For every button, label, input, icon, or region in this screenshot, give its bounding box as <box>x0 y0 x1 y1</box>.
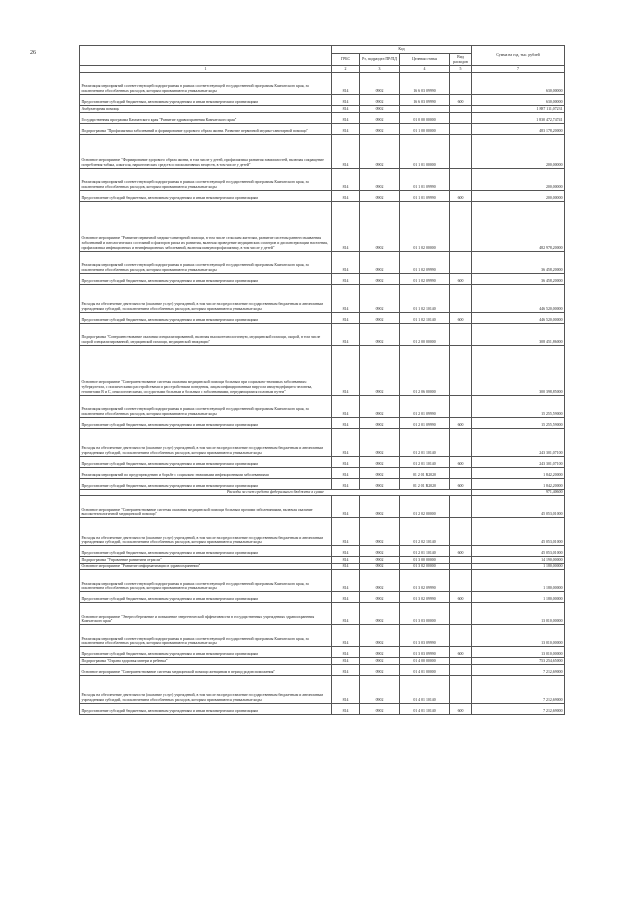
row-target: 01 4 00 00000 <box>400 658 450 665</box>
row-vr: 600 <box>450 592 472 603</box>
row-name: Расходы на обеспечение деятельности (оказание услуг) учреждений, в том числе на предоставление государственным бюджетным и автономным учреждениям субсидий, за исключением обособленных расходов, которым присваиваются уникальные коды <box>80 675 332 703</box>
row-section: 0902 <box>360 345 400 395</box>
row-name: Реализация мероприятий по предупреждению и борьбе с социально значимыми инфекционными заболеваниями <box>80 467 332 478</box>
row-name: Предоставление субсидий бюджетным, автономным учреждениям и иным некоммерческим организациям <box>80 312 332 323</box>
row-amount: 45 053,01000 <box>472 518 565 546</box>
header-code-group: Код <box>332 46 472 54</box>
row-amount: 971,40600 <box>472 489 565 496</box>
row-name: Подпрограмма "Управление развитием отрасли" <box>80 557 332 564</box>
row-vr <box>450 664 472 675</box>
table-row <box>80 489 565 496</box>
row-target: 01 1 02 09990 <box>400 273 450 284</box>
row-section: 0902 <box>360 478 400 489</box>
table-row <box>80 592 565 603</box>
row-amount: 630,00000 <box>472 73 565 95</box>
row-vr <box>450 563 472 570</box>
table-row <box>80 95 565 106</box>
table-row <box>80 201 565 251</box>
row-name: Подпрограмма "Совершенствование оказания специализированной, включая высокотехнологичную, медицинской помощи, скорой, в том числе скорой специализированной, медицинской помощи, медицинской эвакуации" <box>80 323 332 345</box>
row-target: 01 3 02 00000 <box>400 563 450 570</box>
row-vr <box>450 134 472 168</box>
table-row <box>80 467 565 478</box>
row-amount: 446 520,00000 <box>472 312 565 323</box>
row-section: 0902 <box>360 95 400 106</box>
table-row <box>80 518 565 546</box>
row-target: 01 2 02 00000 <box>400 496 450 518</box>
row-amount: 1 830 472,74741 <box>472 112 565 123</box>
row-vr <box>450 201 472 251</box>
row-vr: 600 <box>450 273 472 284</box>
row-name: Предоставление субсидий бюджетным, автономным учреждениям и иным некоммерческим организациям <box>80 190 332 201</box>
col-num: 4 <box>400 66 450 73</box>
row-target: 01 1 01 09990 <box>400 168 450 190</box>
row-name: Основное мероприятие "Совершенствование системы медицинской помощи женщинам в период родовспоможения" <box>80 664 332 675</box>
row-vr <box>450 123 472 134</box>
row-name: Основное мероприятие "Совершенствование системы оказания медицинской помощи больным при социально-значимых заболеваниях: туберкулезом, с психическими расстройствами и расстройствами поведения, лицам инфицированным вирусом иммунодефицита человека, гепатитами В и С, онкологическими, сосудистыми больным и больным с заболеваниями, передающимися половым путем" <box>80 345 332 395</box>
row-grbs: 814 <box>332 467 360 478</box>
row-name: Основное мероприятие "Энергосбережение и повышение энергетической эффективности в государственных учреждениях здравоохранения Камчатского края" <box>80 603 332 625</box>
row-target: 01 1 00 00000 <box>400 123 450 134</box>
row-grbs: 814 <box>332 557 360 564</box>
row-target: 01 1 02 10140 <box>400 284 450 312</box>
table-row <box>80 557 565 564</box>
row-amount: 13 010,00000 <box>472 603 565 625</box>
table-row <box>80 273 565 284</box>
table-row <box>80 664 565 675</box>
table-row <box>80 112 565 123</box>
row-name: Амбулаторная помощь <box>80 106 332 113</box>
row-vr <box>450 73 472 95</box>
row-grbs: 814 <box>332 251 360 273</box>
row-target: 01 1 02 10140 <box>400 312 450 323</box>
row-section: 0902 <box>360 201 400 251</box>
row-section: 0902 <box>360 546 400 557</box>
budget-table-body <box>80 46 565 715</box>
row-target: 01 1 01 00000 <box>400 134 450 168</box>
row-grbs: 814 <box>332 518 360 546</box>
row-section: 0902 <box>360 190 400 201</box>
row-name: Основное мероприятие "Развитие первичной медико-санитарной помощи, в том числе сельским жителям, развитие системы раннего выявления заболеваний и патологических состояний и факторов риска их развития, включая проведение медицинских осмотров и диспансеризации населения, профилактика инфекционных и неинфекционных заболеваний, включая иммунопрофилактику, в том числе у детей" <box>80 201 332 251</box>
row-target <box>400 106 450 113</box>
row-section: 0902 <box>360 312 400 323</box>
row-vr <box>450 395 472 417</box>
row-section: 0902 <box>360 284 400 312</box>
row-grbs: 814 <box>332 73 360 95</box>
row-section: 0902 <box>360 273 400 284</box>
row-target: 01 1 02 09990 <box>400 251 450 273</box>
row-vr <box>450 518 472 546</box>
row-name: Государственная программа Камчатского края "Развитие здравоохранения Камчатского края" <box>80 112 332 123</box>
table-row <box>80 675 565 703</box>
row-grbs: 814 <box>332 625 360 647</box>
row-grbs: 814 <box>332 675 360 703</box>
row-target: 01 1 02 00000 <box>400 201 450 251</box>
row-target: 01 3 03 09990 <box>400 625 450 647</box>
row-vr <box>450 284 472 312</box>
table-row <box>80 428 565 456</box>
row-section: 0902 <box>360 570 400 592</box>
row-vr <box>450 496 472 518</box>
row-vr <box>450 251 472 273</box>
row-target: 01 2 01 R2020 <box>400 467 450 478</box>
table-row <box>80 106 565 113</box>
row-vr <box>450 106 472 113</box>
row-vr: 600 <box>450 95 472 106</box>
col-num: 3 <box>360 66 400 73</box>
row-vr: 600 <box>450 703 472 714</box>
row-name: Реализация мероприятий соответствующей подпрограммы в рамках соответствующей государственной программы Камчатского края, за исключением обособленных расходов, которым присваиваются уникальные коды <box>80 73 332 95</box>
row-name: Реализация мероприятий соответствующей подпрограммы в рамках соответствующей государственной программы Камчатского края, за исключением обособленных расходов, которым присваиваются уникальные коды <box>80 625 332 647</box>
row-amount: 7 212,69000 <box>472 675 565 703</box>
row-name: Предоставление субсидий бюджетным, автономным учреждениям и иным некоммерческим организациям <box>80 647 332 658</box>
row-vr <box>450 603 472 625</box>
table-row <box>80 251 565 273</box>
row-target: 01 3 02 09990 <box>400 570 450 592</box>
row-grbs: 814 <box>332 546 360 557</box>
row-grbs: 814 <box>332 478 360 489</box>
row-vr <box>450 675 472 703</box>
header-target: Целевая статья <box>400 54 450 66</box>
row-vr: 600 <box>450 190 472 201</box>
row-target: 01 3 00 00000 <box>400 557 450 564</box>
row-name: Предоставление субсидий бюджетным, автономным учреждениям и иным некоммерческим организациям <box>80 273 332 284</box>
row-section: 0902 <box>360 123 400 134</box>
row-amount: 7 212,69000 <box>472 703 565 714</box>
header-name <box>80 46 332 66</box>
row-amount: 1 180,00000 <box>472 570 565 592</box>
row-vr <box>450 625 472 647</box>
row-name: Предоставление субсидий бюджетным, автономным учреждениям и иным некоммерческим организациям <box>80 703 332 714</box>
row-section: 0902 <box>360 251 400 273</box>
row-name: Подпрограмма "Охрана здоровья матери и ребенка" <box>80 658 332 665</box>
row-amount: 36 458,20000 <box>472 273 565 284</box>
table-row <box>80 345 565 395</box>
row-name: Реализация мероприятий соответствующей подпрограммы в рамках соответствующей государственной программы Камчатского края, за исключением обособленных расходов, которым присваиваются уникальные коды <box>80 395 332 417</box>
table-row <box>80 417 565 428</box>
row-amount: 483 178,20000 <box>472 123 565 134</box>
row-amount: 308 451,86000 <box>472 323 565 345</box>
header-amount: Сумма на год, тыс. рублей <box>472 46 565 66</box>
row-name: Предоставление субсидий бюджетным, автономным учреждениям и иным некоммерческим организациям <box>80 95 332 106</box>
row-grbs: 814 <box>332 112 360 123</box>
row-section: 0902 <box>360 703 400 714</box>
table-row <box>80 312 565 323</box>
row-amount: 300 398,85000 <box>472 345 565 395</box>
table-row <box>80 546 565 557</box>
row-target: 01 3 03 09990 <box>400 647 450 658</box>
row-target: 01 2 01 09990 <box>400 417 450 428</box>
row-grbs: 814 <box>332 570 360 592</box>
row-amount: 630,00000 <box>472 95 565 106</box>
row-target: 16 6 03 09990 <box>400 95 450 106</box>
row-amount: 1 180,00000 <box>472 563 565 570</box>
row-name: Основное мероприятие "Формирование здорового образа жизни, в том числе у детей, профилактика развития зависимостей, включая сокращение потребления табака, алкоголя, наркотических средств и психоактивных веществ, в том числе у детей" <box>80 134 332 168</box>
row-vr: 600 <box>450 456 472 467</box>
col-num: 5 <box>450 66 472 73</box>
row-vr: 600 <box>450 417 472 428</box>
row-grbs: 814 <box>332 273 360 284</box>
row-section: 0902 <box>360 467 400 478</box>
row-section: 0902 <box>360 563 400 570</box>
row-section: 0902 <box>360 592 400 603</box>
header-grbs: ГРБС <box>332 54 360 66</box>
row-amount: 482 978,20000 <box>472 201 565 251</box>
row-grbs: 814 <box>332 168 360 190</box>
row-vr: 600 <box>450 546 472 557</box>
row-vr <box>450 168 472 190</box>
page-number: 26 <box>30 50 36 56</box>
row-grbs: 814 <box>332 664 360 675</box>
table-row <box>80 563 565 570</box>
row-name: Основное мероприятие "Совершенствование системы оказания медицинской помощи больным прочими заболеваниями, включая оказание высокотехнологичной медицинской помощи" <box>80 496 332 518</box>
row-grbs: 814 <box>332 563 360 570</box>
row-target: 01 2 00 00000 <box>400 323 450 345</box>
row-vr: 600 <box>450 312 472 323</box>
row-grbs: 814 <box>332 323 360 345</box>
budget-table <box>79 45 565 715</box>
row-amount: 1 842,20000 <box>472 478 565 489</box>
table-row <box>80 496 565 518</box>
row-target: 01 2 01 10140 <box>400 546 450 557</box>
row-amount: 753 254,65000 <box>472 658 565 665</box>
table-row <box>80 658 565 665</box>
row-section: 0902 <box>360 625 400 647</box>
row-amount: 36 458,20000 <box>472 251 565 273</box>
column-number-row <box>80 66 565 73</box>
row-vr <box>450 557 472 564</box>
table-row <box>80 123 565 134</box>
row-amount: 45 053,01000 <box>472 496 565 518</box>
row-amount: 45 053,01000 <box>472 546 565 557</box>
row-grbs: 814 <box>332 190 360 201</box>
row-section: 0902 <box>360 557 400 564</box>
row-amount: 200,00000 <box>472 168 565 190</box>
row-vr <box>450 570 472 592</box>
row-section: 0902 <box>360 395 400 417</box>
row-target: 16 6 03 09990 <box>400 73 450 95</box>
row-section: 0902 <box>360 518 400 546</box>
row-target: 01 4 01 10140 <box>400 703 450 714</box>
row-amount: 15 255,59000 <box>472 395 565 417</box>
row-amount: 200,00000 <box>472 134 565 168</box>
row-target: 01 3 02 09990 <box>400 592 450 603</box>
row-grbs: 814 <box>332 201 360 251</box>
row-amount: 14 190,00000 <box>472 557 565 564</box>
row-name: Расходы на обеспечение деятельности (оказание услуг) учреждений, в том числе на предоставление государственным бюджетным и автономным учреждениям субсидий, за исключением обособленных расходов, которым присваиваются уникальные коды <box>80 518 332 546</box>
row-section: 0902 <box>360 134 400 168</box>
row-name: Предоставление субсидий бюджетным, автономным учреждениям и иным некоммерческим организациям <box>80 546 332 557</box>
row-target: 01 2 01 09990 <box>400 395 450 417</box>
row-amount: 15 255,59000 <box>472 417 565 428</box>
table-row <box>80 323 565 345</box>
row-section: 0902 <box>360 323 400 345</box>
row-grbs: 814 <box>332 312 360 323</box>
row-target: 01 3 03 00000 <box>400 603 450 625</box>
row-name: Расходы на обеспечение деятельности (оказание услуг) учреждений, в том числе на предоставление государственным бюджетным и автономным учреждениям субсидий, за исключением обособленных расходов, которым присваиваются уникальные коды <box>80 284 332 312</box>
row-amount: 13 010,00000 <box>472 647 565 658</box>
table-row <box>80 603 565 625</box>
row-section: 0902 <box>360 428 400 456</box>
row-grbs: 814 <box>332 123 360 134</box>
row-name: Реализация мероприятий соответствующей подпрограммы в рамках соответствующей государственной программы Камчатского края, за исключением обособленных расходов, которым присваиваются уникальные коды <box>80 251 332 273</box>
header-section: Рз, подраздел ПР/ПД <box>360 54 400 66</box>
row-grbs: 814 <box>332 647 360 658</box>
row-grbs: 814 <box>332 106 360 113</box>
row-amount: 13 010,00000 <box>472 625 565 647</box>
row-target: 01 2 01 R2020 <box>400 478 450 489</box>
row-grbs: 814 <box>332 417 360 428</box>
row-amount: 243 301,07100 <box>472 428 565 456</box>
table-header-row <box>80 46 565 54</box>
row-name: Предоставление субсидий бюджетным, автономным учреждениям и иным некоммерческим организациям <box>80 592 332 603</box>
row-section: 0902 <box>360 603 400 625</box>
row-grbs: 814 <box>332 284 360 312</box>
table-row <box>80 284 565 312</box>
header-vr: Вид расходов <box>450 54 472 66</box>
row-vr <box>450 112 472 123</box>
table-row <box>80 647 565 658</box>
row-grbs: 814 <box>332 456 360 467</box>
row-grbs: 814 <box>332 592 360 603</box>
col-num: 7 <box>472 66 565 73</box>
table-row <box>80 703 565 714</box>
row-target: 01 1 01 09990 <box>400 190 450 201</box>
table-row <box>80 570 565 592</box>
row-section: 0902 <box>360 647 400 658</box>
table-row <box>80 134 565 168</box>
row-name: Подпрограмма "Профилактика заболеваний и формирование здорового образа жизни. Развитие первичной медико-санитарной помощи" <box>80 123 332 134</box>
row-name: Предоставление субсидий бюджетным, автономным учреждениям и иным некоммерческим организациям <box>80 456 332 467</box>
row-amount: 1 180,00000 <box>472 592 565 603</box>
table-row <box>80 190 565 201</box>
row-target: 01 2 01 10140 <box>400 456 450 467</box>
row-target: 01 4 01 10140 <box>400 675 450 703</box>
table-row <box>80 73 565 95</box>
row-grbs: 814 <box>332 428 360 456</box>
row-name: Реализация мероприятий соответствующей подпрограммы в рамках соответствующей государственной программы Камчатского края, за исключением обособленных расходов, которым присваиваются уникальные коды <box>80 570 332 592</box>
row-grbs: 814 <box>332 496 360 518</box>
table-row <box>80 395 565 417</box>
row-note: Расходы за счет средств федерального бюджета в сумме <box>80 489 472 496</box>
row-name: Основное мероприятие "Развитие информатизации в здравоохранении" <box>80 563 332 570</box>
row-vr: 600 <box>450 647 472 658</box>
col-num: 2 <box>332 66 360 73</box>
row-vr <box>450 345 472 395</box>
table-row <box>80 456 565 467</box>
row-amount: 200,00000 <box>472 190 565 201</box>
row-amount: 1 887 111,07231 <box>472 106 565 113</box>
row-vr <box>450 428 472 456</box>
row-target: 01 2 06 00000 <box>400 345 450 395</box>
table-row <box>80 625 565 647</box>
row-section: 0902 <box>360 417 400 428</box>
table-row <box>80 168 565 190</box>
row-section: 0902 <box>360 675 400 703</box>
row-vr <box>450 323 472 345</box>
row-vr: 600 <box>450 478 472 489</box>
row-target: 01 4 01 00000 <box>400 664 450 675</box>
row-target: 01 2 01 10140 <box>400 428 450 456</box>
row-grbs: 814 <box>332 658 360 665</box>
row-section: 0902 <box>360 73 400 95</box>
row-section: 0902 <box>360 664 400 675</box>
row-amount: 446 520,00000 <box>472 284 565 312</box>
row-amount: 243 301,07100 <box>472 456 565 467</box>
row-grbs: 814 <box>332 395 360 417</box>
row-amount: 7 212,69000 <box>472 664 565 675</box>
row-name: Реализация мероприятий соответствующей подпрограммы в рамках соответствующей государственной программы Камчатского края, за исключением обособленных расходов, которым присваиваются уникальные коды <box>80 168 332 190</box>
row-section: 0902 <box>360 112 400 123</box>
row-name: Предоставление субсидий бюджетным, автономным учреждениям и иным некоммерческим организациям <box>80 478 332 489</box>
row-name: Расходы на обеспечение деятельности (оказание услуг) учреждений, в том числе на предоставление государственным бюджетным и автономным учреждениям субсидий, за исключением обособленных расходов, которым присваиваются уникальные коды <box>80 428 332 456</box>
table-row <box>80 478 565 489</box>
row-grbs: 814 <box>332 134 360 168</box>
row-target: 01 0 00 00000 <box>400 112 450 123</box>
row-grbs: 814 <box>332 703 360 714</box>
row-vr <box>450 467 472 478</box>
row-grbs: 814 <box>332 95 360 106</box>
row-vr <box>450 658 472 665</box>
row-section: 0902 <box>360 496 400 518</box>
row-section: 0902 <box>360 456 400 467</box>
row-section: 0902 <box>360 106 400 113</box>
row-name: Предоставление субсидий бюджетным, автономным учреждениям и иным некоммерческим организациям <box>80 417 332 428</box>
row-section: 0902 <box>360 168 400 190</box>
row-section: 0902 <box>360 658 400 665</box>
col-num: 1 <box>80 66 332 73</box>
row-target: 01 2 02 10140 <box>400 518 450 546</box>
row-grbs: 814 <box>332 603 360 625</box>
row-grbs: 814 <box>332 345 360 395</box>
row-amount: 1 842,20000 <box>472 467 565 478</box>
